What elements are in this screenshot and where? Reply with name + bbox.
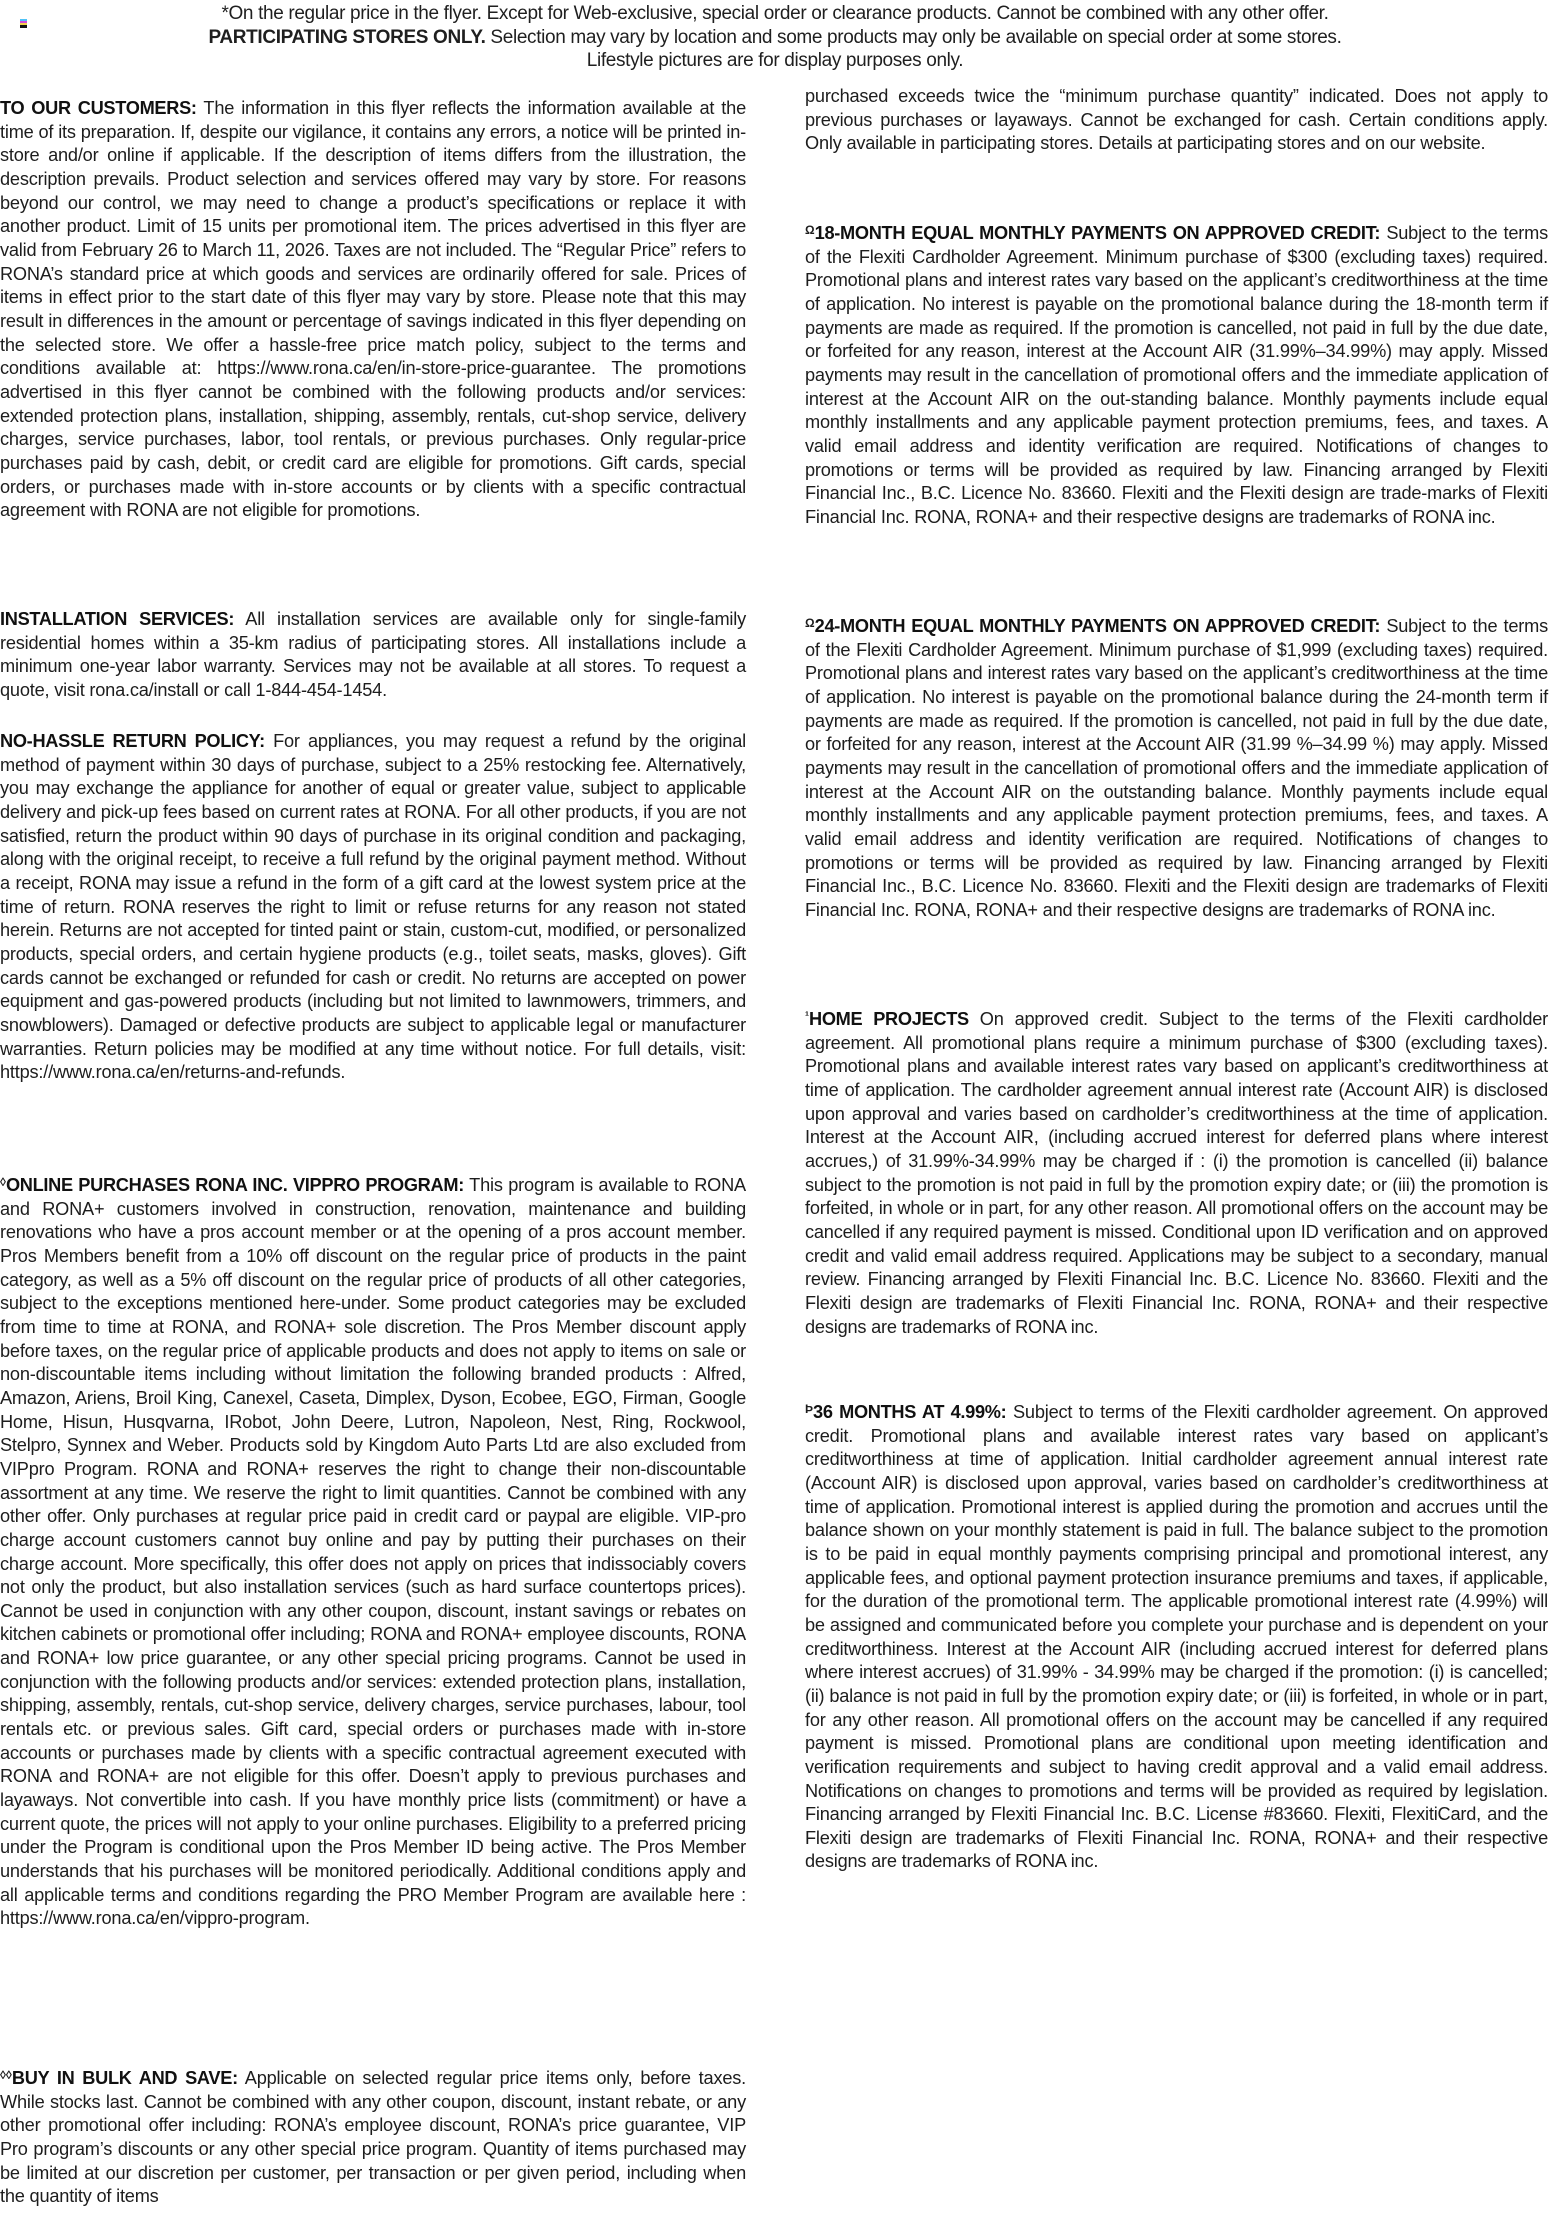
section-title: NO-HASSLE RETURN POLICY: — [0, 731, 265, 751]
footnote-mark: Ω — [805, 223, 815, 237]
section-title: INSTALLATION SERVICES: — [0, 609, 235, 629]
section-buy-in-bulk-continued — [805, 85, 1548, 156]
section-body: All installation services are available only for single-family residential homes within a 35-km radius of participating stores. All installations include a minimum one-year labor warranty. Services may not be available at all stores. To request a quote, visit rona.ca/install or call 1-844-454-1454. — [0, 609, 746, 700]
section-18-month-payments — [805, 219, 1548, 530]
section-body: Applicable on selected regular price items only, before taxes. While stocks last. Cannot be combined with any other coupon, discount, instant rebate, or any other promotional offer including: RONA’s employee discount, RONA’s price guarantee, VIP Pro program’s discounts or any other special price program. Quantity of items purchased may be limited at our discretion per customer, per transaction or per given period, including when the quantity of items — [0, 2068, 746, 2207]
footnote-mark: Ω — [805, 616, 815, 630]
section-to-our-customers — [0, 97, 746, 523]
section-title: HOME PROJECTS — [809, 1009, 969, 1029]
section-body: purchased exceeds twice the “minimum purchase quantity” indicated. Does not apply to previous purchases or layaways. Cannot be exchanged for cash. Certain conditions apply. Only available in participating stores. Details at participating stores and on our website. — [805, 86, 1548, 154]
section-installation-services — [0, 608, 746, 703]
section-body: This program is available to RONA and RONA+ customers involved in construction, renovation, maintenance and building renovations who have a pros account member or at the opening of a pros account member. Pros Members benefit from a 10% off discount on the regular price of products in the paint category, as well as a 5% off discount on the regular price of products of all other categories, subject to the exceptions mentioned here-under. Some product categories may be excluded from time to time at RONA, and RONA+ sole discretion. The Pros Member discount apply before taxes, on the regular price of applicable products and does not apply to items on sale or non-discountable items including without limitation the following branded products : Alfred, Amazon, Ariens, Broil King, Canexel, Caseta, Dimplex, Dyson, Ecobee, EGO, Firman, Google Home, Hisun, Husqvarna, IRobot, John Deere, Lutron, Napoleon, Nest, Ring, Rockwool, Stelpro, Synnex and Weber. Products sold by Kingdom Auto Parts Ltd are also excluded from VIPpro Program. RONA and RONA+ reserves the right to change their non-discountable assortment at any time. We reserve the right to limit quantities. Cannot be combined with any other offer. Only purchases at regular price paid in credit card or paypal are eligible. VIP-pro charge account customers cannot buy online and pay by putting their purchases on their charge account. More specifically, this offer does not apply on prices that indissociably covers not only the product, but also installation services (such as hard surface countertops prices). Cannot be used in conjunction with any other coupon, discount, instant savings or rebates on kitchen cabinets or promotional offer including; RONA and RONA+ employee discounts, RONA and RONA+ low price guarantee, or any other special pricing programs. Cannot be used in conjunction with the following products and/or services: extended protection plans, installation, shipping, assembly, rentals, cut-shop service, delivery charges, service purchases, labour, tool rentals etc. or previous sales. Gift card, special orders or purchases made with in-store accounts or purchases made by clients with a specific contractual agreement executed with RONA and RONA+ are not eligible for this offer. Doesn’t apply to previous purchases and layaways. Not convertible into cash. If you have monthly price lists (commitment) or have a current quote, the prices will not apply to your online purchases. Eligibility to a preferred pricing under the Program is conditional upon the Pros Member ID being active. The Pros Member understands that his purchases will be monitored periodically. Additional conditions apply and all applicable terms and conditions regarding the PRO Member Program are available here : https://www.rona.ca/en/vippro-program. — [0, 1175, 746, 1929]
section-home-projects — [805, 1005, 1548, 1339]
section-body: On approved credit. Subject to the terms of the Flexiti cardholder agreement. All promotional plans require a minimum purchase of $300 (excluding taxes). Promotional plans and available interest rates vary based on applicant’s creditworthiness at time of application. The cardholder agreement annual interest rate (Account AIR) is disclosed upon approval and varies based on cardholder’s creditworthiness at the time of application. Interest at the Account AIR, (including accrued interest for deferred plans where interest accrues,) of 31.99%-34.99% may be charged if : (i) the promotion is cancelled (ii) balance subject to the promotion is not paid in full by the promotion expiry date; or (iii) the promotion is forfeited, in whole or in part, for any other reason. All promotional offers on the account may be cancelled if any required payment is missed. Conditional upon ID verification and on approved credit and valid email address required. Applications may be subject to a secondary, manual review. Financing arranged by Flexiti Financial Inc. B.C. Licence No. 83660. Flexiti and the Flexiti design are trademarks of Flexiti Financial Inc. RONA, RONA+ and their respective designs are trademarks of RONA inc. — [805, 1009, 1549, 1337]
footnote-mark: ◊◊ — [0, 2068, 12, 2082]
participating-stores-text: Selection may vary by location and some products may only be available on special order at some stores. — [485, 26, 1342, 48]
section-buy-in-bulk — [0, 2064, 746, 2209]
section-body: Subject to the terms of the Flexiti Cardholder Agreement. Minimum purchase of $300 (excluding taxes) required. Promotional plans and interest rates vary based on the applicant’s creditworthiness at the time of application. No interest is payable on the promotional balance during the 18-month term if payments are made as required. If the promotion is cancelled, not paid in full by the due date, or forfeited for any reason, interest at the Account AIR (31.99%–34.99%) may apply. Missed payments may result in the cancellation of promotional offers and the immediate application of interest at the Account AIR on the out-standing balance. Monthly payments include equal monthly installments and any applicable payment protection premiums, fees, and taxes. A valid email address and identity verification are required. Notifications of changes to promotions or terms will be provided as required by law. Financing arranged by Flexiti Financial Inc., B.C. Licence No. 83660. Flexiti and the Flexiti design are trade-marks of Flexiti Financial Inc. RONA, RONA+ and their respective designs are trademarks of RONA inc. — [805, 223, 1548, 527]
section-body: For appliances, you may request a refund by the original method of payment within 30 days of purchase, subject to a 25% restocking fee. Alternatively, you may exchange the appliance for another of equal or greater value, subject to applicable delivery and pick-up fees based on current rates at RONA. For all other products, if you are not satisfied, return the product within 90 days of purchase in its original condition and packaging, along with the original receipt, to receive a full refund by the original payment method. Without a receipt, RONA may issue a refund in the form of a gift card at the lowest system price at the time of return. RONA reserves the right to limit or refuse returns for any reason not stated herein. Returns are not accepted for tinted paint or stain, custom-cut, modified, or personalized products, special orders, and certain hygiene products (e.g., toilet seats, masks, gloves). Gift cards cannot be exchanged or refunded for cash or credit. No returns are accepted on power equipment and gas-powered products (including but not limited to lawnmowers, trimmers, and snowblowers). Damaged or defective products are subject to applicable legal or manufacturer warranties. Return policies may be modified at any time without notice. For full details, visit: https://www.rona.ca/en/returns-and-refunds. — [0, 731, 746, 1083]
section-body: Subject to terms of the Flexiti cardholder agreement. On approved credit. Promotional plans and available interest rates vary based on applicant’s creditworthiness at time of application. Initial cardholder agreement annual interest rate (Account AIR) is disclosed upon approval, varies based on cardholder’s creditworthiness at time of application. Promotional interest is applied during the promotion and accrues until the balance shown on your monthly statement is paid in full. The balance subject to the promotion is to be paid in equal monthly payments comprising principal and promotional interest, any applicable fees, and optional payment protection insurance premiums and taxes, if applicable, for the duration of the promotional term. The applicable promotional interest rate (4.99%) will be assigned and communicated before you complete your purchase and is dependent on your creditworthiness. Interest at the Account AIR (including accrued interest for deferred plans where interest accrues) of 31.99% - 34.99% may be charged if the promotion: (i) is cancelled; (ii) balance is not paid in full by the promotion expiry date; or (iii) is forfeited, in whole or in part, for any other reason. All promotional offers on the account may be cancelled if any required payment is missed. Promotional plans are conditional upon meeting identification and verification requirements and subject to having credit approval and a valid email address. Notifications on changes to promotions and terms will be provided as required by legislation. Financing arranged by Flexiti Financial Inc. B.C. License #83660. Flexiti, FlexitiCard, and the Flexiti design are trademarks of Flexiti Financial Inc. RONA, RONA+ and their respective designs are trademarks of RONA inc. — [805, 1402, 1548, 1872]
participating-stores-label: PARTICIPATING STORES ONLY. — [208, 26, 486, 48]
section-36-months-financing — [805, 1398, 1548, 1874]
section-title: 36 MONTHS AT 4.99%: — [813, 1402, 1007, 1422]
section-title: TO OUR CUSTOMERS: — [0, 98, 197, 118]
footnote-mark: ¹ — [805, 1009, 809, 1023]
lifestyle-pictures-note: Lifestyle pictures are for display purposes only. — [586, 50, 964, 72]
section-title: ONLINE PURCHASES RONA INC. VIPPRO PROGRAM: — [5, 1175, 464, 1195]
section-title: BUY IN BULK AND SAVE: — [11, 2068, 238, 2088]
footnote-mark: ◊ — [0, 1175, 6, 1189]
section-vippro-program — [0, 1171, 746, 1931]
section-title: 18-MONTH EQUAL MONTHLY PAYMENTS ON APPROVED CREDIT: — [814, 223, 1381, 243]
section-title: 24-MONTH EQUAL MONTHLY PAYMENTS ON APPROVED CREDIT: — [814, 616, 1381, 636]
section-24-month-payments — [805, 612, 1548, 923]
section-return-policy — [0, 730, 746, 1085]
flyer-disclaimer-header — [0, 2, 1550, 73]
section-body: Subject to the terms of the Flexiti Cardholder Agreement. Minimum purchase of $1,999 (excluding taxes) required. Promotional plans and interest rates vary based on the applicant’s creditworthiness at the time of application. No interest is payable on the promotional balance during the 24-month term if payments are made as required. If the promotion is cancelled, not paid in full by the due date, or forfeited for any reason, interest at the Account AIR (31.99 %–34.99 %) may apply. Missed payments may result in the cancellation of promotional offers and the immediate application of interest at the Account AIR on the outstanding balance. Monthly payments include equal monthly installments and any applicable payment protection premiums, fees, and taxes. A valid email address and identity verification are required. Notifications of changes to promotions or terms will be provided as required by law. Financing arranged by Flexiti Financial Inc., B.C. Licence No. 83660. Flexiti and the Flexiti design are trademarks of Flexiti Financial Inc. RONA, RONA+ and their respective designs are trademarks of RONA inc. — [805, 616, 1548, 920]
footnote-mark: Þ — [805, 1402, 814, 1416]
regular-price-note: *On the regular price in the flyer. Except for Web-exclusive, special order or clearance products. Cannot be combined with any other offer. — [221, 3, 1329, 24]
section-body: The information in this flyer reflects the information available at the time of its preparation. If, despite our vigilance, it contains any errors, a notice will be printed in-store and/or online if applicable. If the description of items differs from the illustration, the description prevails. Product selection and services offered may vary by store. For reasons beyond our control, we may need to change a product’s specifications or replace it with another product. Limit of 15 units per promotional item. The prices advertised in this flyer are valid from February 26 to March 11, 2026. Taxes are not included. The “Regular Price” refers to RONA’s standard price at which goods and services are ordinarily offered for sale. Prices of items in effect prior to the start date of this flyer may vary by store. Please note that this may result in differences in the amount or percentage of savings indicated in this flyer depending on the selected store. We offer a hassle-free price match policy, subject to the terms and conditions available at: https://www.rona.ca/en/in-store-price-guarantee. The promotions advertised in this flyer cannot be combined with the following products and/or services: extended protection plans, installation, shipping, assembly, rentals, cut-shop service, delivery charges, service purchases, labor, tool rentals, or previous purchases. Only regular-price purchases paid by cash, debit, or credit card are eligible for promotions. Gift cards, special orders, or purchases made with in-store accounts or by clients with a specific contractual agreement with RONA are not eligible for promotions. — [0, 98, 746, 521]
participating-stores-note — [0, 26, 1550, 50]
